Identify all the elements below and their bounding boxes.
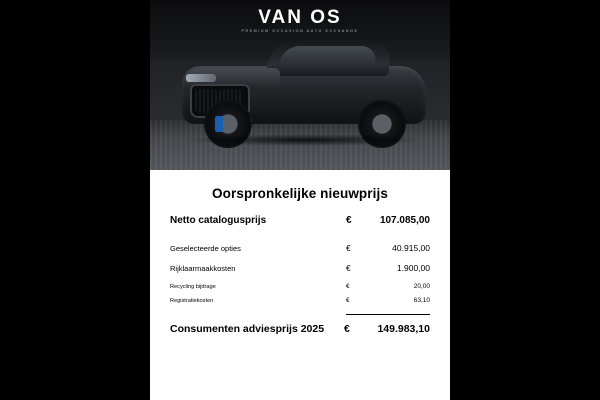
price-row-label: Rijklaarmaakkosten xyxy=(170,264,236,273)
price-row-label: Registratiekosten xyxy=(170,298,214,304)
car-headlight xyxy=(186,74,216,82)
price-row-amount: 107.085,00 xyxy=(379,215,430,226)
price-breakdown xyxy=(150,170,450,335)
price-row-amount: 1.900,00 xyxy=(396,263,430,273)
dealer-logo xyxy=(241,8,358,33)
price-row-currency: € xyxy=(346,263,351,273)
price-row-currency: € xyxy=(346,215,352,226)
price-row-currency: € xyxy=(346,297,350,304)
car-window xyxy=(279,46,378,70)
price-row-label: Geselecteerde opties xyxy=(170,244,241,253)
dealer-logo-text: VAN OS xyxy=(258,7,342,28)
price-row-amount: 63,10 xyxy=(413,297,430,304)
price-sheet xyxy=(150,0,450,400)
price-row-currency: € xyxy=(346,243,351,253)
total-divider xyxy=(170,314,430,315)
car-illustration xyxy=(182,38,426,138)
price-row-netto xyxy=(170,215,430,226)
price-row-amount: 40.915,00 xyxy=(392,243,430,253)
total-amount: 149.983,10 xyxy=(377,323,430,335)
price-row-opties xyxy=(170,243,430,253)
dealer-logo-tagline: PREMIUM OCCASION AUTO EXCHANGE xyxy=(241,29,359,33)
total-row xyxy=(170,323,430,335)
total-currency: € xyxy=(344,323,350,335)
price-row-amount: 20,00 xyxy=(413,283,430,290)
price-row-rijklaarmaakkosten xyxy=(170,263,430,273)
total-label: Consumenten adviesprijs 2025 xyxy=(170,323,325,335)
car-shadow xyxy=(186,134,424,146)
price-row-recycling xyxy=(170,283,430,290)
page-title: Oorspronkelijke nieuwprijs xyxy=(212,186,388,201)
brake-caliper xyxy=(215,116,223,132)
price-row-registratiekosten xyxy=(170,297,430,304)
price-row-label: Netto catalogusprijs xyxy=(170,215,267,226)
price-row-label: Recycling bijdrage xyxy=(170,284,216,290)
vehicle-photo xyxy=(150,0,450,170)
price-row-currency: € xyxy=(346,283,350,290)
